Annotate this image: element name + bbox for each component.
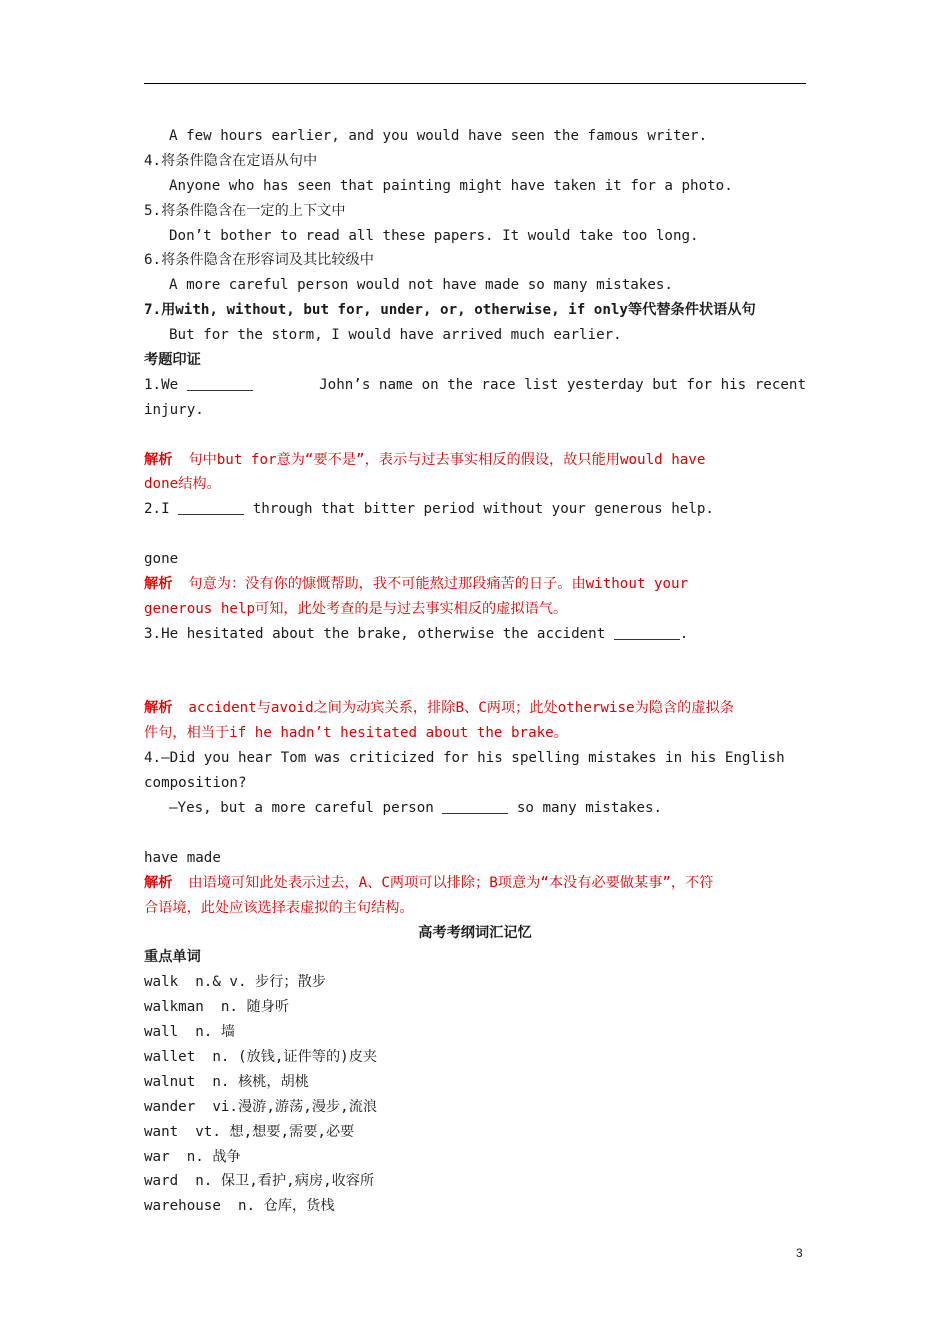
explanation-1: 解析 句中but for意为“要不是”，表示与过去事实相反的假设，故只能用would have xyxy=(144,451,706,468)
answer-blank xyxy=(187,376,253,391)
question-3-stem: 3.He hesitated about the brake, otherwise the accident . xyxy=(144,625,689,642)
vocab-entry: wander vi.漫游,游荡,漫步,流浪 xyxy=(144,1098,378,1115)
rule-heading: 7.用with, without, but for, under, or, otherwise, if only等代替条件状语从句 xyxy=(144,302,756,319)
example-line: A few hours earlier, and you would have seen the famous writer. xyxy=(169,128,708,144)
vocab-entry: war n. 战争 xyxy=(144,1148,241,1165)
question-4-options-cont: have made xyxy=(144,849,221,866)
explanation-tag: 解析 xyxy=(144,700,173,717)
rule-heading: 4.将条件隐含在定语从句中 xyxy=(144,152,318,169)
vocab-entry: walnut n. 核桃，胡桃 xyxy=(144,1073,309,1090)
question-4-stem-cont: composition? xyxy=(144,775,247,792)
question-1-stem-cont: injury. xyxy=(144,401,204,418)
question-3-options xyxy=(144,672,806,697)
example-line: Don’t bother to read all these papers. It would take too long. xyxy=(169,227,699,244)
question-4-options xyxy=(144,821,806,846)
question-3-options xyxy=(144,647,806,672)
explanation-1-cont: done结构。 xyxy=(144,476,221,493)
answer-blank xyxy=(614,625,680,640)
question-2-stem: 2.I through that bitter period without your generous help. xyxy=(144,501,714,518)
vocab-entry: wall n. 墙 xyxy=(144,1024,236,1041)
explanation-3: 解析 accident与avoid之间为动宾关系，排除B、C两项；此处otherwise为隐含的虚拟条 xyxy=(144,700,734,717)
example-line: A more careful person would not have made so many mistakes. xyxy=(169,277,673,294)
explanation-tag: 解析 xyxy=(144,576,173,593)
question-2-options xyxy=(144,522,806,547)
explanation-tag: 解析 xyxy=(144,451,173,468)
explanation-2-cont: generous help可知，此处考查的是与过去事实相反的虚拟语气。 xyxy=(144,600,568,617)
answer-blank xyxy=(442,799,508,814)
vocab-entry: walk n.& v. 步行；散步 xyxy=(144,974,326,991)
vocab-title: 高考考纲词汇记忆 xyxy=(418,924,532,941)
question-2-options-cont: gone xyxy=(144,551,179,568)
section-heading: 考题印证 xyxy=(144,352,201,369)
question-1-stem: 1.We John’s name on the race list yesterday but for his recent xyxy=(144,376,806,393)
page-number: 3 xyxy=(796,1246,803,1260)
vocab-entry: ward n. 保卫,看护,病房,收容所 xyxy=(144,1173,375,1190)
example-line: But for the storm, I would have arrived much earlier. xyxy=(169,327,622,344)
vocab-entry: warehouse n. 仓库，货栈 xyxy=(144,1198,335,1215)
vocab-entry: want vt. 想,想要,需要,必要 xyxy=(144,1123,355,1140)
question-4-reply: —Yes, but a more careful person so many mistakes. xyxy=(169,800,663,817)
example-line: Anyone who has seen that painting might have taken it for a photo. xyxy=(169,177,733,194)
answer-blank xyxy=(178,500,244,515)
explanation-2: 解析 句意为：没有你的慷慨帮助，我不可能熬过那段痛苦的日子。由without your xyxy=(144,576,689,593)
vocab-subtitle: 重点单词 xyxy=(144,949,201,966)
document-body xyxy=(144,124,806,1219)
rule-heading: 6.将条件隐含在形容词及其比较级中 xyxy=(144,252,374,269)
rule-heading: 5.将条件隐含在一定的上下文中 xyxy=(144,202,346,219)
explanation-tag: 解析 xyxy=(144,874,173,891)
header-rule xyxy=(144,83,806,84)
vocab-entry: walkman n. 随身听 xyxy=(144,999,290,1016)
question-4-stem: 4.—Did you hear Tom was criticized for his spelling mistakes in his English xyxy=(144,750,785,767)
explanation-4: 解析 由语境可知此处表示过去，A、C两项可以排除；B项意为“本没有必要做某事”，不符 xyxy=(144,874,714,891)
question-1-options xyxy=(144,423,806,448)
explanation-4-cont: 合语境，此处应该选择表虚拟的主句结构。 xyxy=(144,899,414,916)
explanation-3-cont: 件句，相当于if he hadn’t hesitated about the brake。 xyxy=(144,725,568,742)
vocab-entry: wallet n. (放钱,证件等的)皮夹 xyxy=(144,1048,378,1065)
